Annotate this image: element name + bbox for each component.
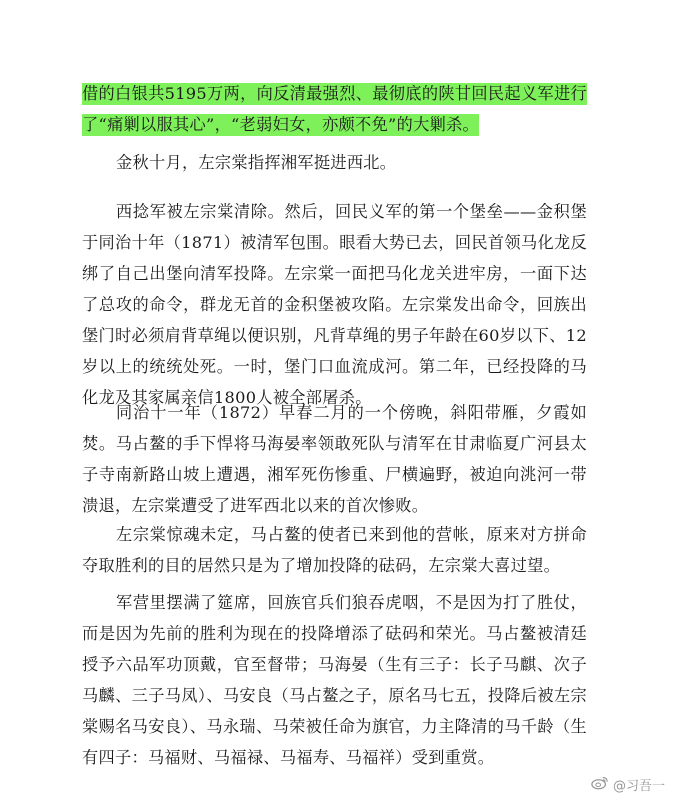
paragraph: 军营里摆满了筵席，回族官兵们狼吞虎咽，不是因为打了胜仗，而是因为先前的胜利为现在的投降增添了砝码和荣光。马占鳌被清廷授予六品军功顶戴，官至督带；马海晏（生有三子：长子马麒、次子马麟、三子马凤）、马安良（马占鳌之子，原名马七五，投降后被左宗棠赐名马安良）、马永瑞、马荣被任命为旗官，力主降清的马千龄（生有四子：马福财、马福禄、马福寿、马福祥）受到重赏。 [82,593,587,767]
paragraph: 左宗棠惊魂未定，马占鳌的使者已来到他的营帐，原来对方拼命夺取胜利的目的居然只是为了增加投降的砝码，左宗棠大喜过望。 [82,525,587,575]
paragraph: 同治十一年（1872）早春二月的一个傍晚，斜阳带雁，夕霞如焚。马占鳌的手下悍将马海晏率领敢死队与清军在甘肃临夏广河县太子寺南新路山坡上遭遇，湘军死伤惨重、尸横遍野，被迫向洮河一带溃退，左宗棠遭受了进军西北以来的首次惨败。 [82,403,587,515]
weibo-logo-icon [591,775,609,794]
watermark-text: @习吾一 [612,779,665,794]
highlighted-text: 借的白银共5195万两，向反清最强烈、最彻底的陕甘回民起义军进行了“痛剿以服其心”，“老弱妇女，亦颇不免”的大剿杀。 [82,84,587,134]
watermark [591,775,665,794]
paragraph: 西捻军被左宗棠清除。然后，回民义军的第一个堡垒——金积堡于同治十年（1871）被清军包围。眼看大势已去，回民首领马化龙反绑了自己出堡向清军投降。左宗棠一面把马化龙关进牢房，一面下达了总攻的命令，群龙无首的金积堡被攻陷。左宗棠发出命令，回族出堡门时必须肩背草绳以便识别，凡背草绳的男子年龄在60岁以下、12岁以上的统统处死。一时，堡门口血流成河。第二年，已经投降的马化龙及其家属亲信1800人被全部屠杀。 [82,202,587,407]
paragraph-highlighted [82,78,587,140]
paragraph: 金秋十月，左宗棠指挥湘军挺进西北。 [116,153,397,172]
